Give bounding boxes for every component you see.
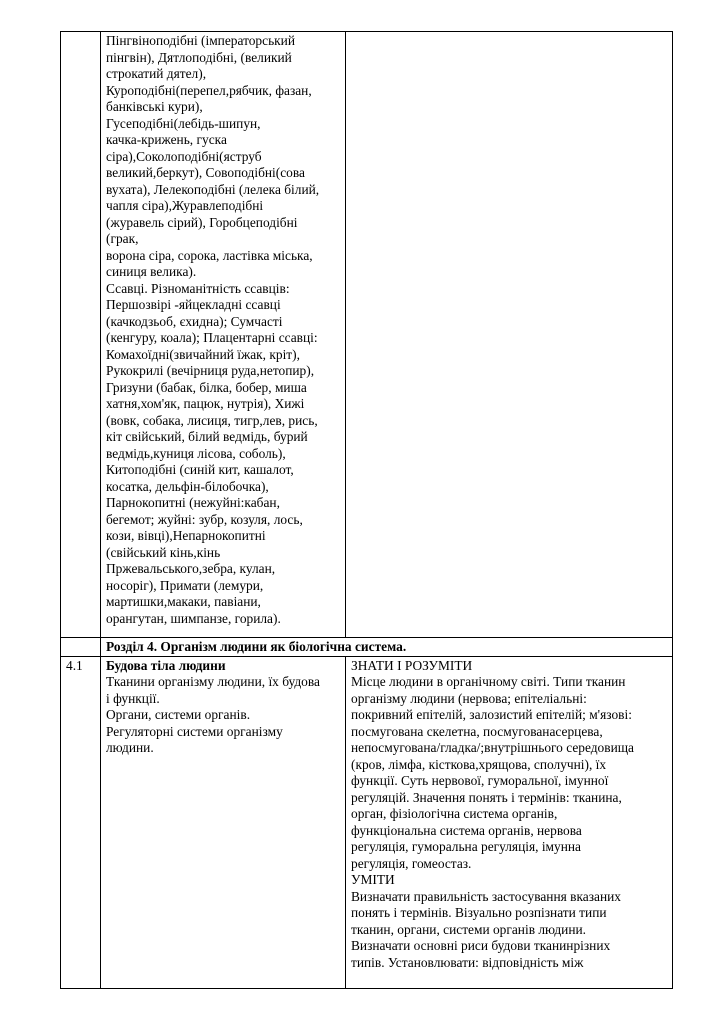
text-line: великий,беркут), Совоподібні(сова (106, 165, 305, 180)
text-line: Комахоїдні(звичайний їжак, кріт), (106, 346, 300, 362)
content-lines (106, 674, 341, 757)
table-row (61, 32, 673, 638)
curriculum-table (60, 31, 673, 989)
text-line: організму людини (нервова; епітеліальні: (351, 690, 587, 706)
topic-title: Будова тіла людини (106, 657, 226, 673)
text-line: Пржевальського,зебра, кулан, (106, 561, 276, 576)
text-line: сіра),Соколоподібні(яструб (106, 148, 262, 164)
section-header-row (61, 638, 673, 657)
text-line: кози, вівці),Непарнокопитні (106, 528, 266, 543)
text-line: строкатий дятел), (106, 66, 207, 81)
row-number-cell: 4.1 (61, 656, 101, 988)
text-line: Визначати основні риси будови тканинрізних (351, 938, 611, 953)
text-line: бегемот; жуйні: зубр, козуля, лось, (106, 511, 303, 527)
text-line: понять і термінів. Візуально розпізнати типи (351, 905, 607, 920)
text-line: мартишки,макаки, павіани, (106, 594, 261, 609)
text-line: регуляція, гомеостаз. (351, 855, 472, 871)
table-row (61, 656, 673, 988)
text-line: непосмугована/гладка/;внутрішнього середовища (351, 740, 634, 755)
text-line: Першозвірі -яйцекладні ссавці (106, 297, 281, 312)
text-line: банківські кури), (106, 99, 203, 114)
text-line: ведмідь,куниця лісова, соболь), (106, 445, 286, 461)
text-line: Тканини організму людини, їх будова (106, 674, 320, 689)
row-number-cell (61, 32, 101, 638)
text-line: Куроподібні(перепел,рябчик, фазан, (106, 82, 312, 98)
text-line: Китоподібні (синій кит, кашалот, (106, 462, 294, 477)
text-line: функціональна система органів, нервова (351, 822, 582, 838)
text-line: хатня,хом'як, пацюк, нутрія), Хижі (106, 396, 305, 411)
requirements-cell (346, 656, 673, 988)
text-line: УМІТИ (351, 872, 395, 887)
content-cell (101, 656, 346, 988)
text-line: Гусеподібні(лебідь-шипун, (106, 115, 261, 131)
section-number-cell (61, 638, 101, 657)
text-line: (журавель сірий), Горобцеподібні (106, 214, 298, 230)
text-line: орган, фізіологічна система органів, (351, 806, 558, 821)
text-line: (качкодзьоб, єхидна); Сумчасті (106, 313, 283, 329)
text-line: орангутан, шимпанзе, горила). (106, 610, 281, 626)
text-line: покривний епітелій, залозистий епітелій; м'язові: (351, 707, 632, 722)
text-line: косатка, дельфін-білобочка), (106, 478, 269, 494)
text-line: (вовк, собака, лисиця, тигр,лев, рись, (106, 412, 318, 428)
text-line: (свійський кінь,кінь (106, 544, 221, 560)
text-line: качка-крижень, гуска (106, 132, 227, 147)
text-line: Визначати правильність застосування вказаних (351, 888, 621, 904)
text-line: кіт свійський, білий ведмідь, бурий (106, 429, 308, 444)
text-line: посмугована скелетна, посмугованасерцева, (351, 723, 603, 739)
text-line: і функції. (106, 690, 160, 706)
text-line: Парнокопитні (нежуйні:кабан, (106, 495, 280, 510)
text-line: Регуляторні системи організму (106, 723, 283, 739)
text-line: ворона сіра, сорока, ластівка міська, (106, 247, 313, 263)
text-line: Пінгвіноподібні (імператорський (106, 33, 296, 48)
text-line: людини. (106, 740, 154, 755)
text-line: Рукокрилі (вечірниця руда,нетопир), (106, 363, 315, 378)
text-line: (кенгуру, коала); Плацентарні ссавці: (106, 330, 318, 345)
requirements-cell (346, 32, 673, 638)
text-line: (кров, лімфа, кісткова,хрящова, сполучні), їх (351, 756, 607, 772)
text-line: регуляцій. Значення понять і термінів: тканина, (351, 789, 622, 805)
text-line: функції. Суть нервової, гуморальної, імунної (351, 773, 609, 788)
text-line: Місце людини в органічному світі. Типи тканин (351, 674, 626, 689)
text-line: ЗНАТИ І РОЗУМІТИ (351, 657, 473, 673)
text-line: пінгвін), Дятлоподібні, (великий (106, 49, 292, 65)
text-line: синиця велика). (106, 264, 197, 279)
text-line: тканин, органи, системи органів людини. (351, 921, 587, 937)
content-cell (101, 32, 346, 638)
text-line: типів. Установлювати: відповідність між (351, 954, 584, 970)
section-title: Розділ 4. Організм людини як біологічна система. (101, 638, 673, 657)
text-line: вухата), Лелекоподібні (лелека білий, (106, 181, 320, 197)
text-line: Гризуни (бабак, білка, бобер, миша (106, 379, 307, 395)
text-line: чапля сіра),Журавлеподібні (106, 198, 264, 213)
text-line: Органи, системи органів. (106, 707, 251, 722)
text-line: Ссавці. Різноманітність ссавців: (106, 280, 290, 296)
text-line: носоріг), Примати (лемури, (106, 577, 264, 593)
text-line: (грак, (106, 231, 139, 246)
text-line: регуляція, гуморальна регуляція, імунна (351, 839, 581, 854)
